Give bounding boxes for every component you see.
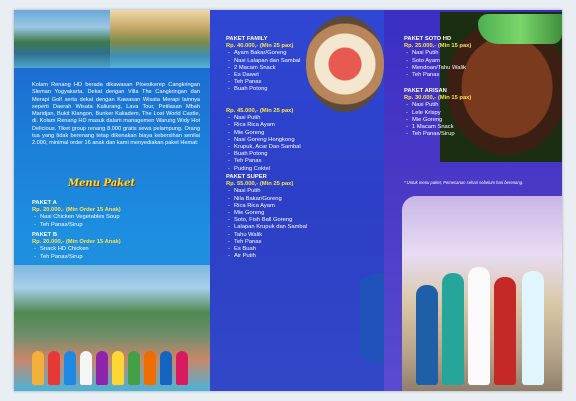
package-item: - 1 Macam Snack <box>412 124 504 131</box>
package-item: - Snack HD Chicken <box>40 246 202 253</box>
package-soto-hd <box>404 36 504 79</box>
package-price: Rp. 45.000,- (Min 25 pax) <box>226 108 294 114</box>
package-item: - Soto, Fish Ball Goreng <box>234 217 366 224</box>
package-price: Rp. 40.000,- (Min 25 pax) <box>226 43 294 50</box>
package-item: - Ayam Bakar/Goreng <box>234 50 326 57</box>
person-figure <box>468 267 490 385</box>
wave-decoration <box>360 210 384 391</box>
package-price: Rp. 20.000,- (Min Order 15 Anak) <box>32 239 121 246</box>
package-item: - Teh Panas/Sirup <box>40 222 202 229</box>
package-item: - Nasi Putih <box>234 188 366 195</box>
left-panel <box>14 10 210 391</box>
package-item: - Buah Potong <box>234 151 346 158</box>
package-item: - Nasi Lalapan dan Sambal <box>234 58 326 65</box>
package-family <box>226 36 326 94</box>
package-title: PAKET B <box>32 232 58 238</box>
person-figure <box>494 277 516 385</box>
package-price: Rp. 30.000,- (Min 15 pax) <box>404 95 472 102</box>
package-item: - Soto Ayam <box>412 58 504 65</box>
package-item: - Teh Panas <box>412 72 504 79</box>
package-price: Rp. 20.000,- (Min Order 15 Anak) <box>32 207 121 214</box>
person-figure <box>416 285 438 385</box>
package-item: - Es Dawet <box>234 72 326 79</box>
person-figure <box>48 351 60 385</box>
person-figure <box>64 351 76 385</box>
package-super <box>226 174 366 260</box>
person-figure <box>128 351 140 385</box>
person-figure <box>522 271 544 385</box>
person-figure <box>442 273 464 385</box>
package-price: Rp. 55.000,- (Min 25 pax) <box>226 181 294 188</box>
women-group-photo <box>402 196 562 391</box>
package-item: - Mendoan/Tahu Walik <box>412 65 504 72</box>
package-item: - Buah Potong <box>234 86 326 93</box>
pool-photo-2 <box>110 10 210 68</box>
order-note: * Untuk menu paket, Pemesanan sehari sebelum hari berenang. <box>404 180 524 185</box>
person-figure <box>112 351 124 385</box>
package-arisan <box>404 88 504 138</box>
package-title: PAKET FAMILY <box>226 36 268 42</box>
package-item: - Mie Goreng <box>234 130 346 137</box>
package-item: - Puding Coktel <box>234 166 346 173</box>
package-item: - Teh Panas/Sirup <box>412 131 504 138</box>
package-a <box>32 200 202 229</box>
package-title: PAKET SUPER <box>226 174 267 180</box>
package-item: - Nasi Putih <box>234 115 346 122</box>
middle-panel <box>210 10 384 391</box>
brochure-sheet <box>14 10 562 391</box>
package-item: - Teh Panas <box>234 79 326 86</box>
person-figure <box>176 351 188 385</box>
package-item: - Mie Goreng <box>412 117 504 124</box>
package-title: PAKET A <box>32 200 57 206</box>
intro-paragraph: Kolam Renang HD berada dikawasan Ploesikerep Cangkringan Sleman Yogyakarta. Dekat dengan Villa The Cangkringan dan Merapi Golf serta dekat dengan Kawasan Wisata Merapi lainnya seperti Daerah Wisata Kaliurang, Lava Tour, Petilasan Mbah Maridjan, Bukit Klangon, Bunker Kaliadem, The Lost World Castle, di. Kolam Renang HD masuk dalam managemen Warung Widy Hot Delicious. Tiket group renang 8.000 gratis sewa pelampung. Orang tua yang tidak berenang tetap dikenakan biaya kebersihan senilai 2.000, minimal order 16 anak dan kami menyediakan paket Hemat: <box>32 82 200 147</box>
package-item: - Rica Rica Ayam <box>234 122 346 129</box>
package-price: Rp. 25.000,- (Min 15 pax) <box>404 43 472 50</box>
package-item: - Teh Panas/Sirup <box>40 254 202 261</box>
package-title: PAKET SOTO HD <box>404 36 452 42</box>
package-item: - Rica Rica Ayam <box>234 203 366 210</box>
package-item: - Nasi Putih <box>412 102 504 109</box>
person-figure <box>160 351 172 385</box>
package-b <box>32 232 202 261</box>
package-item: - Nila Bakar/Goreng <box>234 196 366 203</box>
right-panel <box>384 10 562 391</box>
package-item: - Mie Goreng <box>234 210 366 217</box>
package-item: - Lele Krispy <box>412 110 504 117</box>
person-figure <box>144 351 156 385</box>
package-item: - Lalapan Krupuk dan Sambal <box>234 224 366 231</box>
person-figure <box>96 351 108 385</box>
package-title: PAKET ARISAN <box>404 88 447 94</box>
package-item: - Air Putih <box>234 253 366 260</box>
package-item: - Teh Panas <box>234 158 346 165</box>
package-item: - Krupuk, Acar Dan Sambal <box>234 144 346 151</box>
package-item: - Nasi Putih <box>412 50 504 57</box>
person-figure <box>32 351 44 385</box>
package-45k <box>226 108 346 173</box>
pool-photo-1 <box>14 10 110 68</box>
package-item: - Nasi Chicken Vegetables Soup <box>40 214 202 221</box>
package-item: - Tahu Walik <box>234 232 366 239</box>
package-item: - Teh Panas <box>234 239 366 246</box>
package-item: - 2 Macam Snack <box>234 65 326 72</box>
menu-paket-title: Menu Paket <box>68 178 136 189</box>
person-figure <box>80 351 92 385</box>
kids-group-photo <box>14 265 210 391</box>
package-item: - Es Buah <box>234 246 366 253</box>
package-item: - Nasi Goreng Hongkong <box>234 137 346 144</box>
